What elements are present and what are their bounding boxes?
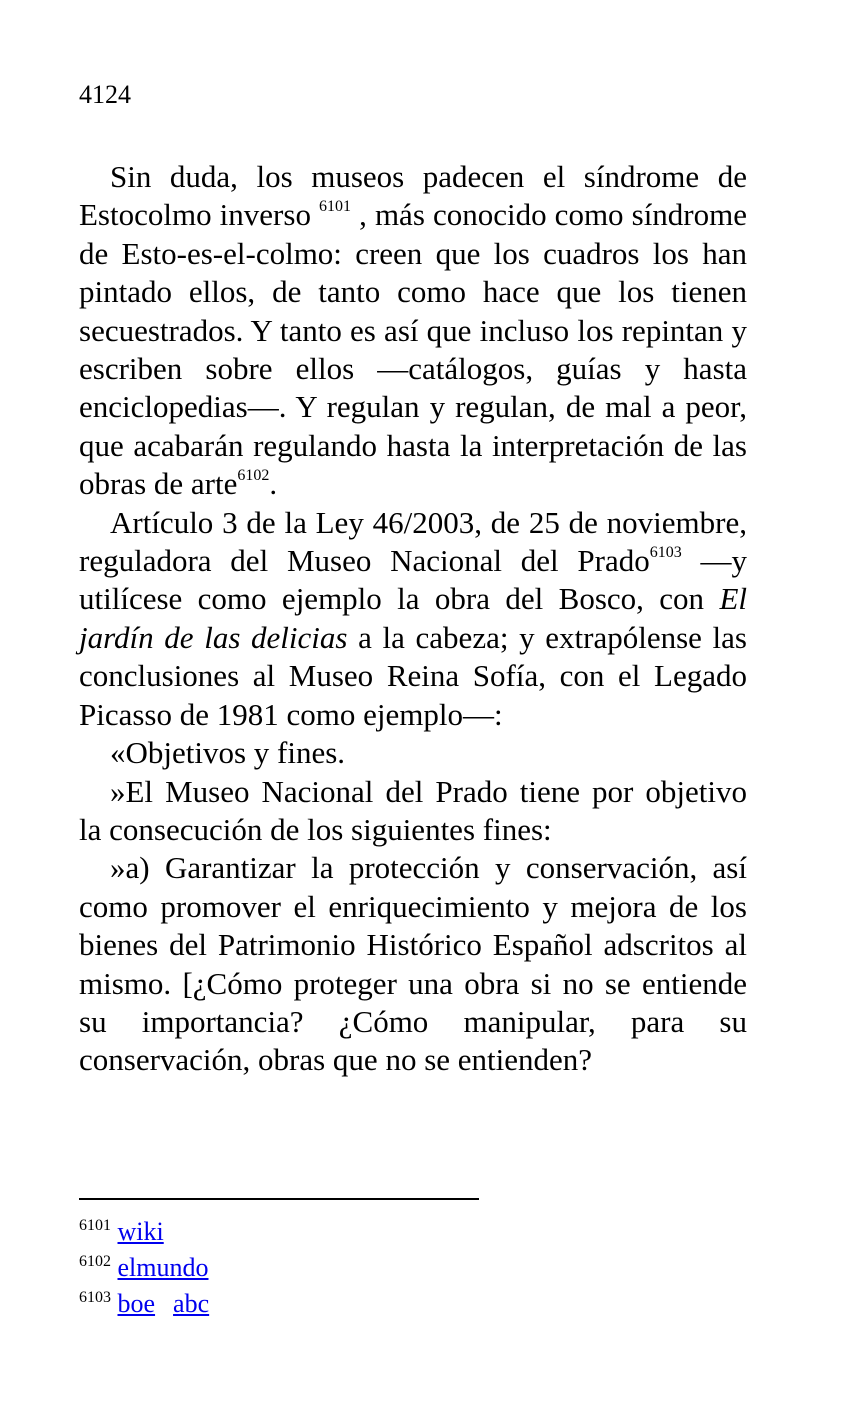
page-number: 4124 — [79, 80, 131, 109]
paragraph-3: «Objetivos y fines. — [110, 735, 346, 771]
paragraph-text: . — [269, 466, 278, 502]
footnote-link-abc[interactable]: abc — [173, 1289, 210, 1318]
paragraph-2 — [79, 504, 747, 734]
footnote-6102 — [79, 1252, 209, 1288]
footnote-6101 — [79, 1216, 209, 1252]
footnote-ref-6103: 6103 — [649, 544, 682, 562]
paragraph-text: a la cabeza; y extrapólense las conclusiones al Museo Reina Sofía, con el Legado Picasso de 1981 como ejemplo—: — [79, 619, 747, 732]
artwork-title: El jardín de las delicias — [79, 581, 747, 655]
paragraph-text: —y utilícese como ejemplo la obra del Bosco, con — [79, 543, 748, 617]
paragraph-1 — [79, 158, 747, 504]
footnote-divider — [79, 1198, 479, 1200]
paragraph-text: , más conocido como síndrome de Esto-es-el-colmo: creen que los cuadros los han pintado ellos, de tanto como hace que los tienen secuestrados. Y tanto es así que incluso los repintan y escriben sobre ellos —catálogos, guías y hasta enciclopedias—. Y regulan y regulan, de mal a peor, que acabarán regulando hasta la interpretación de las obras de arte — [79, 197, 748, 502]
footnote-ref-6102: 6102 — [237, 467, 270, 485]
footnote-link-elmundo[interactable]: elmundo — [117, 1253, 209, 1282]
paragraph-text: Artículo 3 de la Ley 46/2003, de 25 de noviembre, reguladora del Museo Nacional del Prado — [79, 504, 747, 579]
footnote-number: 6102 — [79, 1253, 111, 1270]
footnote-6103 — [79, 1288, 209, 1324]
footnote-number: 6101 — [79, 1217, 111, 1234]
paragraph-4: »El Museo Nacional del Prado tiene por objetivo la consecución de los siguientes fines: — [79, 773, 747, 847]
footnote-link-wiki[interactable]: wiki — [117, 1217, 164, 1246]
footnote-number: 6103 — [79, 1289, 111, 1306]
footnote-link-boe[interactable]: boe — [117, 1289, 156, 1318]
paragraph-text: Sin duda, los museos padecen el síndrome de Estocolmo inverso — [79, 159, 747, 233]
paragraph-5: »a) Garantizar la protección y conservación, así como promover el enriquecimiento y mejora de los bienes del Patrimonio Histórico Español adscritos al mismo. [¿Cómo proteger una obra si no se entiende su importancia? ¿Cómo manipular, para su conservación, obras que no se entienden? — [79, 850, 747, 1078]
footnote-ref-6101: 6101 — [319, 198, 352, 216]
body-text — [79, 158, 747, 1080]
footnotes — [79, 1216, 209, 1324]
